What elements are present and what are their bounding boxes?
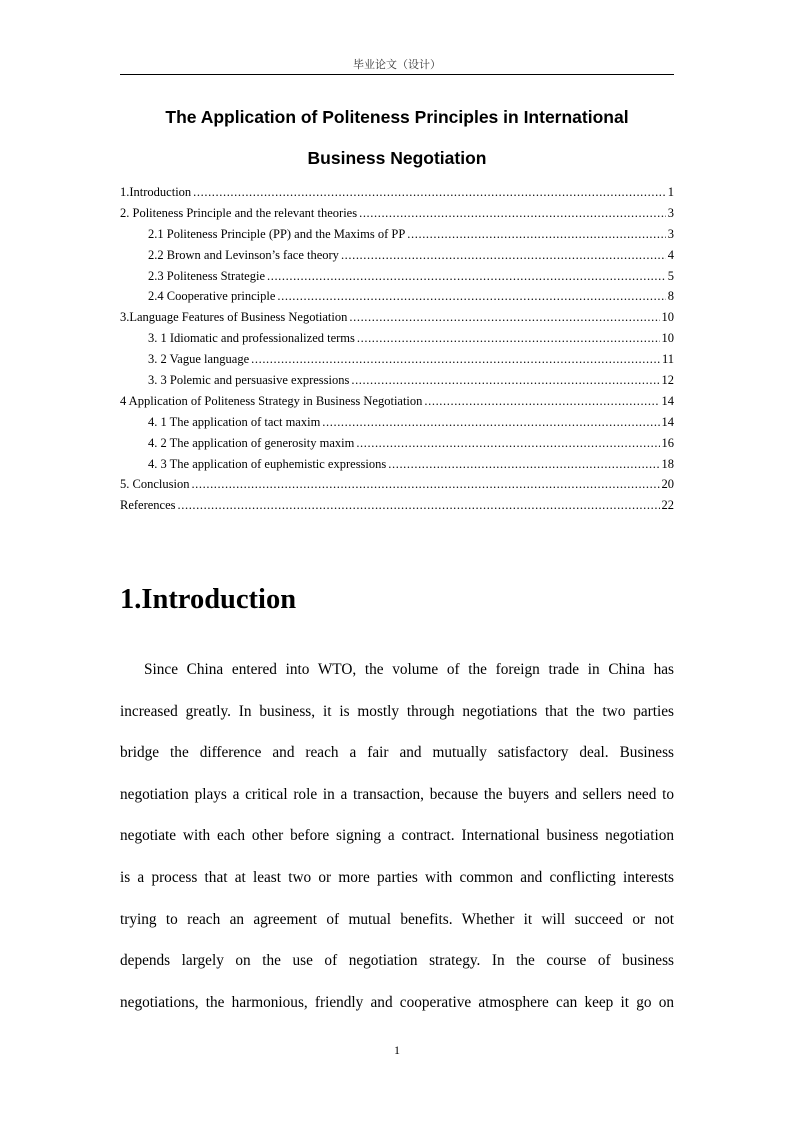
toc-leader-dots (349, 307, 659, 328)
toc-entry-title: 1.Introduction (120, 185, 192, 199)
toc-leader-dots (178, 495, 660, 516)
table-of-contents (120, 182, 674, 516)
toc-entry[interactable] (120, 391, 674, 412)
toc-entry[interactable] (120, 182, 674, 203)
toc-entry[interactable] (120, 474, 674, 495)
body-line: negotiation plays a critical role in a transaction, because the buyers and sellers need to (120, 785, 674, 803)
toc-entry[interactable] (120, 224, 674, 245)
toc-leader-dots (251, 349, 660, 370)
document-title-line-2: Business Negotiation (307, 148, 487, 168)
body-line: negotiations, the harmonious, friendly and cooperative atmosphere can keep it go on (120, 993, 674, 1011)
running-header: 毕业论文（设计） (353, 58, 441, 71)
toc-entry-title: 2.1 Politeness Principle (PP) and the Maxims of PP (148, 226, 406, 241)
toc-entry[interactable] (120, 454, 674, 475)
toc-entry-page: 22 (661, 498, 674, 513)
toc-leader-dots (193, 182, 666, 203)
toc-leader-dots (359, 203, 666, 224)
page-number: 1 (394, 1043, 400, 1057)
toc-entry[interactable] (120, 286, 674, 307)
toc-entry[interactable] (120, 307, 674, 328)
toc-entry[interactable] (120, 245, 674, 266)
toc-entry-page: 10 (661, 310, 674, 325)
toc-entry[interactable] (120, 266, 674, 287)
toc-leader-dots (267, 266, 666, 287)
toc-entry-page: 12 (661, 373, 674, 388)
toc-entry-title: 2.2 Brown and Levinson’s face theory (148, 247, 339, 262)
section-body (120, 655, 674, 1029)
body-line: trying to reach an agreement of mutual benefits. Whether it will succeed or not (120, 910, 674, 928)
header-rule (120, 74, 674, 75)
toc-leader-dots (341, 245, 666, 266)
toc-entry-title: 5. Conclusion (120, 477, 190, 492)
toc-entry-title: 3. 1 Idiomatic and professionalized terms (148, 331, 355, 346)
toc-entry-page: 10 (661, 331, 674, 346)
toc-entry-page: 14 (661, 414, 674, 429)
body-line: depends largely on the use of negotiation strategy. In the course of business (120, 952, 674, 970)
toc-entry-title: 4 Application of Politeness Strategy in Business Negotiation (120, 393, 423, 408)
toc-entry-title: 4. 2 The application of generosity maxim (148, 435, 355, 450)
toc-leader-dots (407, 224, 665, 245)
toc-entry-title: 2.3 Politeness Strategie (148, 268, 265, 283)
toc-leader-dots (322, 412, 659, 433)
toc-entry-title: References (120, 498, 176, 513)
toc-entry[interactable] (120, 412, 674, 433)
body-line: bridge the difference and reach a fair and mutually satisfactory deal. Business (120, 744, 674, 762)
body-line: is a process that at least two or more parties with common and conflicting interests (120, 868, 674, 886)
toc-entry-title: 2.4 Cooperative principle (148, 289, 276, 304)
toc-entry-page: 8 (667, 289, 674, 304)
toc-entry-page: 11 (661, 352, 674, 367)
toc-entry-title: 2. Politeness Principle and the relevant theories (120, 205, 358, 220)
toc-entry[interactable] (120, 370, 674, 391)
toc-entry-page: 3 (667, 205, 674, 220)
body-line: negotiate with each other before signing a contract. International business negotiation (120, 827, 674, 845)
toc-entry-page: 1 (667, 185, 674, 199)
toc-leader-dots (424, 391, 659, 412)
body-line: increased greatly. In business, it is mostly through negotiations that the two parties (120, 702, 674, 720)
toc-entry[interactable] (120, 203, 674, 224)
document-title-line-1: The Application of Politeness Principles in International (165, 107, 629, 127)
toc-entry-title: 3. 2 Vague language (148, 352, 250, 367)
toc-leader-dots (351, 370, 659, 391)
toc-entry-page: 3 (667, 226, 674, 241)
toc-entry-page: 5 (667, 268, 674, 283)
toc-entry-title: 4. 3 The application of euphemistic expressions (148, 456, 387, 471)
body-line: Since China entered into WTO, the volume of the foreign trade in China has (144, 661, 674, 678)
section-heading: 1.Introduction (120, 584, 297, 615)
toc-entry-page: 14 (661, 393, 674, 408)
toc-entry-title: 4. 1 The application of tact maxim (148, 414, 321, 429)
toc-entry-page: 18 (661, 456, 674, 471)
toc-leader-dots (357, 328, 660, 349)
toc-entry[interactable] (120, 349, 674, 370)
toc-entry[interactable] (120, 328, 674, 349)
toc-leader-dots (191, 474, 659, 495)
toc-entry[interactable] (120, 433, 674, 454)
toc-entry-page: 16 (661, 435, 674, 450)
toc-leader-dots (356, 433, 659, 454)
toc-entry[interactable] (120, 495, 674, 516)
toc-entry-title: 3.Language Features of Business Negotiation (120, 310, 348, 325)
toc-entry-page: 20 (661, 477, 674, 492)
toc-leader-dots (277, 286, 665, 307)
toc-entry-title: 3. 3 Polemic and persuasive expressions (148, 373, 350, 388)
toc-leader-dots (388, 454, 659, 475)
toc-entry-page: 4 (667, 247, 674, 262)
